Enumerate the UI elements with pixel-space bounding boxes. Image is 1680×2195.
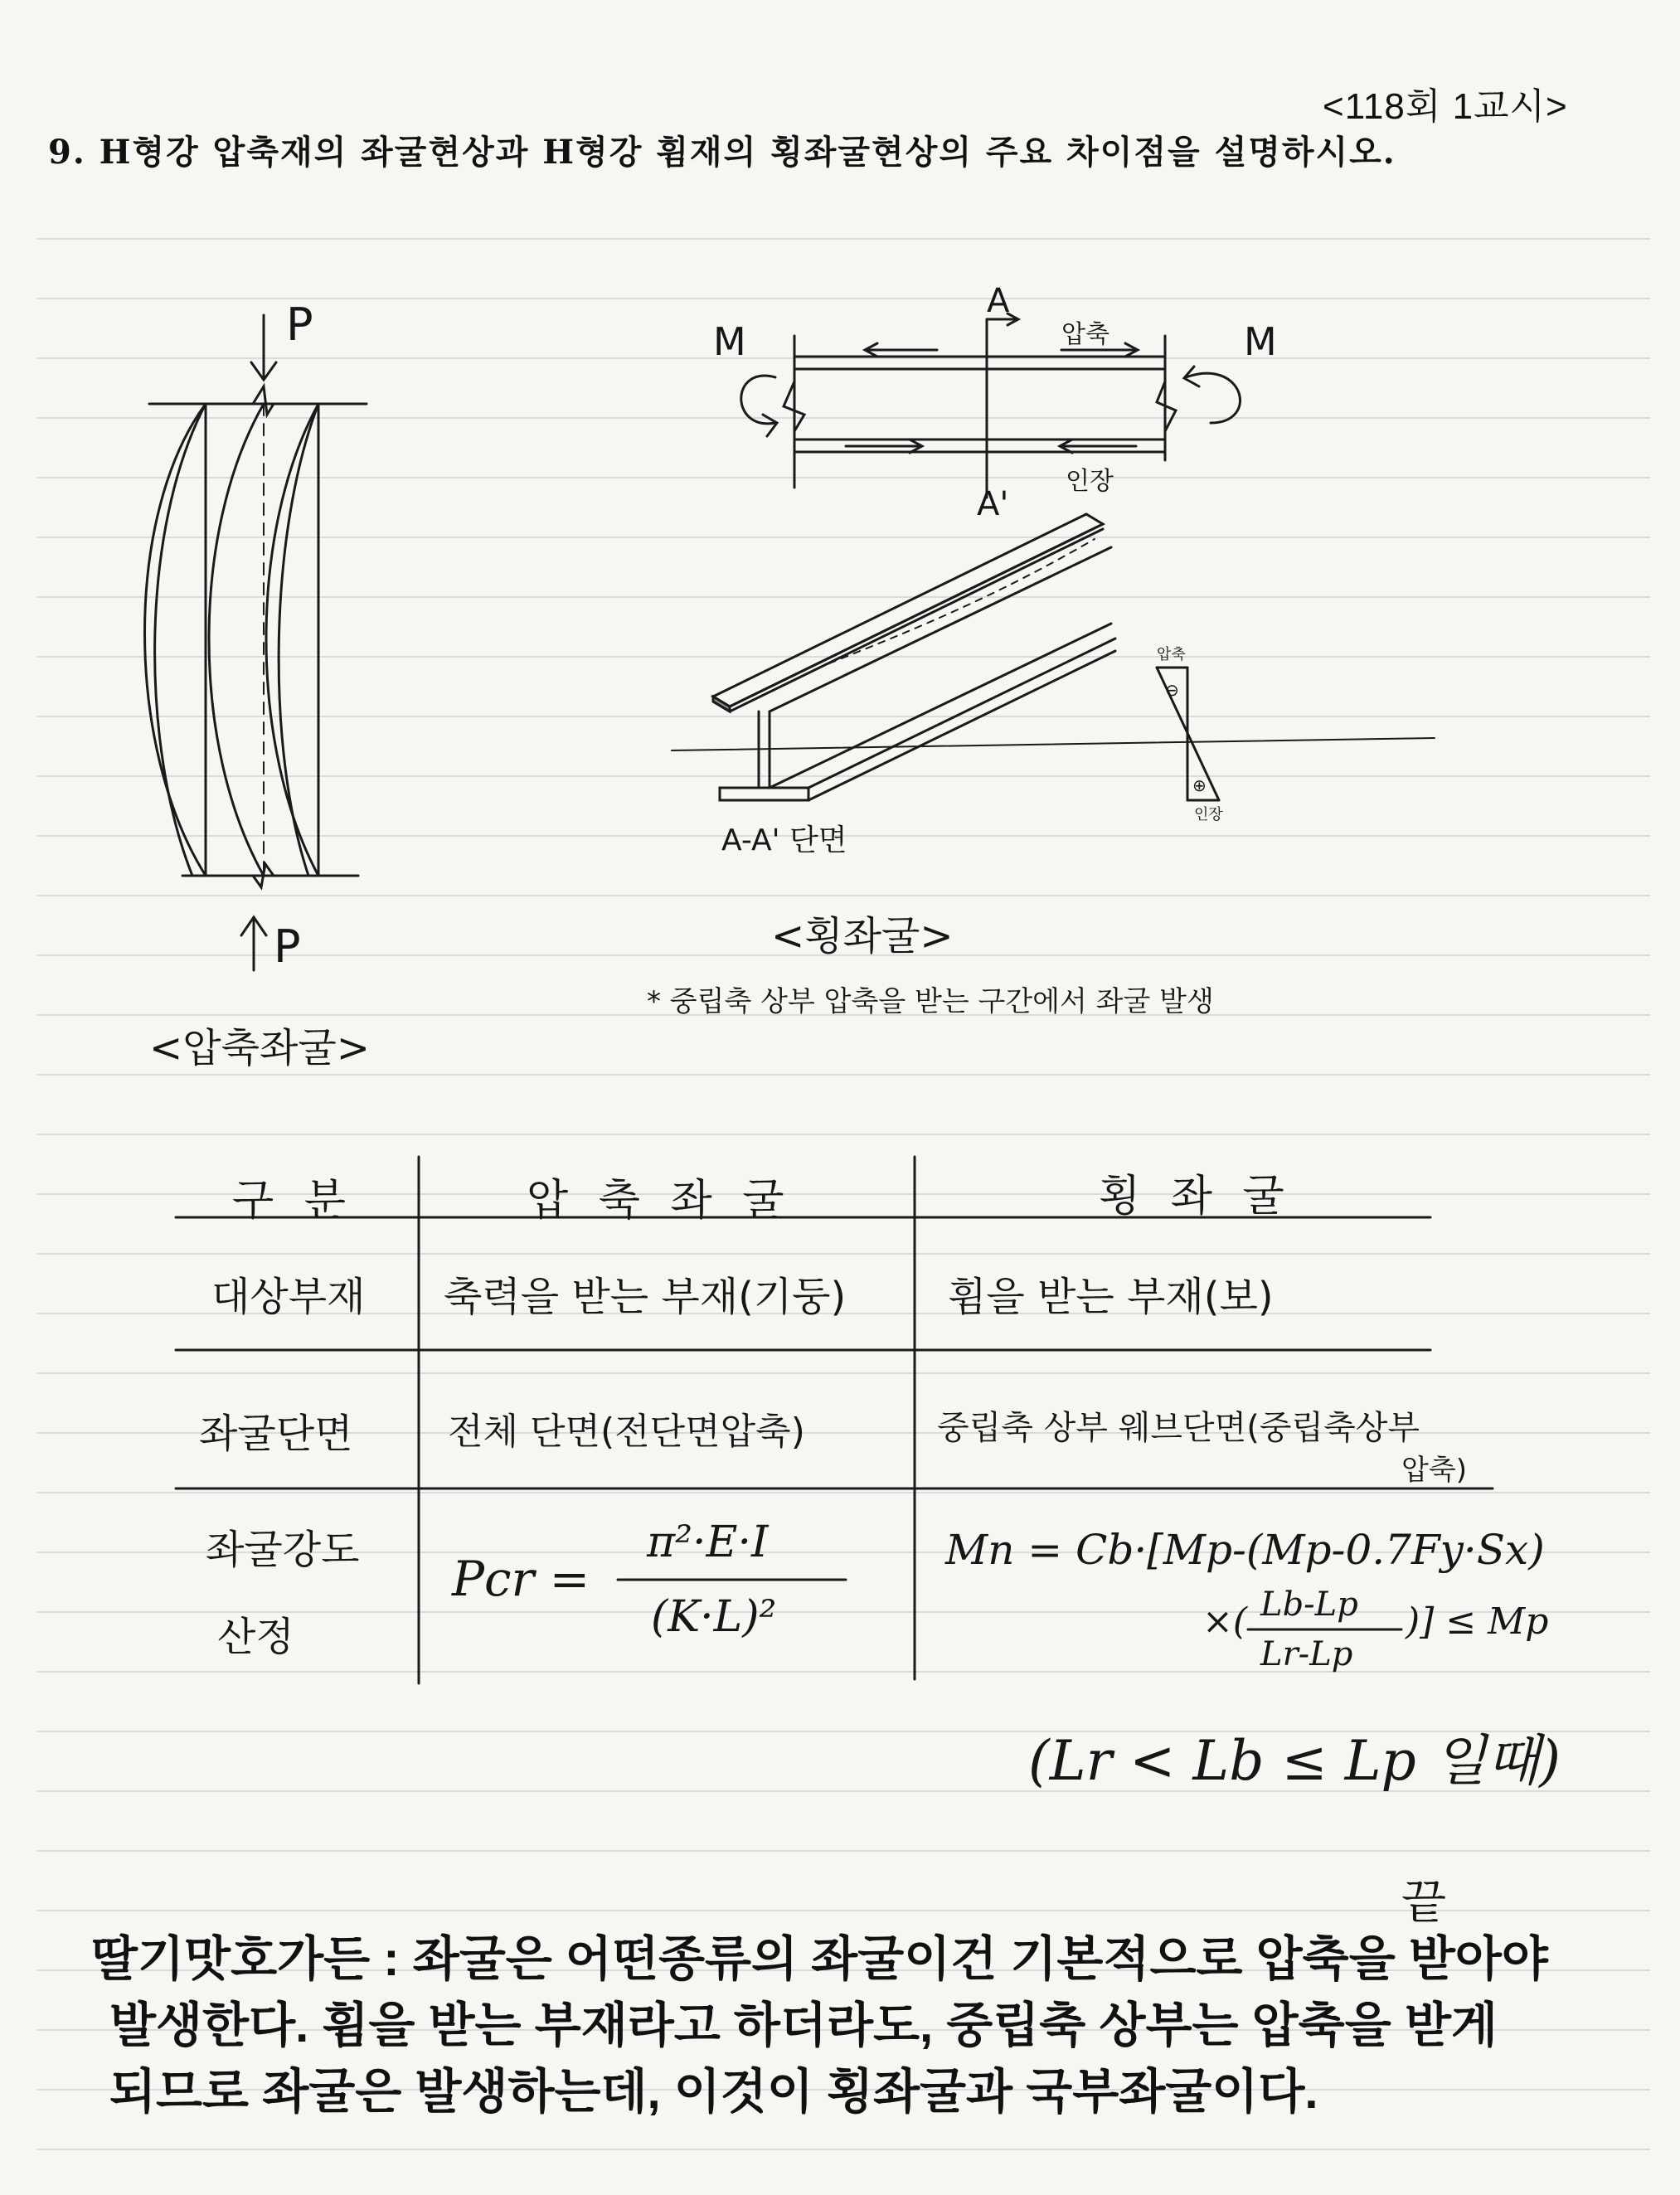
- table-header-lateral-buckling: 횡 좌 굴: [1099, 1172, 1293, 1221]
- end-mark: 끝: [1401, 1876, 1447, 1930]
- moment-label-right: M: [1244, 319, 1277, 364]
- stress-plus-sign: ⊕: [1192, 775, 1207, 795]
- table-header-compression-buckling: 압 축 좌 굴: [527, 1176, 793, 1226]
- row-member-lateral: 휨을 받는 부재(보): [948, 1274, 1274, 1320]
- moment-label-left: M: [713, 319, 746, 364]
- compression-label: 압축: [1061, 320, 1109, 349]
- mn-line1: Mn = Cb·[Mp-(Mp-0.7Fy·Sx): [945, 1526, 1545, 1574]
- beam-caption: <횡좌굴>: [771, 913, 954, 959]
- exam-session-label: <118회 1교시>: [1323, 86, 1568, 127]
- mn-condition: (Lr < Lb ≤ Lp 일때): [1028, 1729, 1561, 1793]
- pcr-denominator: (K·L)²: [651, 1592, 777, 1642]
- mn-frac-num: Lb-Lp: [1260, 1586, 1358, 1624]
- row-label-section: 좌굴단면: [199, 1411, 353, 1457]
- mn-line2-pre: ×(: [1202, 1600, 1248, 1643]
- beam-note: * 중립축 상부 압축을 받는 구간에서 좌굴 발생: [647, 985, 1214, 1018]
- mn-line2-post: )] ≤ Mp: [1406, 1600, 1549, 1643]
- question-text: 9. H형강 압축재의 좌굴현상과 H형강 휨재의 횡좌굴현상의 주요 차이점을 설명하시오.: [48, 133, 1396, 172]
- section-label-bottom: A': [977, 485, 1009, 523]
- row-label-member: 대상부재: [211, 1274, 366, 1320]
- pcr-lhs: Pcr =: [452, 1551, 590, 1607]
- row-label-strength-2: 산정: [217, 1614, 294, 1660]
- load-label-top: P: [286, 299, 313, 351]
- column-caption: <압축좌굴>: [149, 1025, 370, 1071]
- load-label-bottom: P: [274, 920, 301, 973]
- row-label-strength: 좌굴강도: [206, 1527, 360, 1573]
- row-section-lateral: 중립축 상부 웨브단면(중립축상부: [937, 1409, 1420, 1447]
- row-section-compression: 전체 단면(전단면압축): [448, 1411, 805, 1453]
- mn-frac-den: Lr-Lp: [1260, 1635, 1353, 1673]
- section-caption: A-A' 단면: [721, 823, 847, 857]
- row-section-lateral-cont: 압축): [1401, 1454, 1467, 1487]
- pcr-numerator: π²·E·I: [647, 1518, 769, 1567]
- memo-line-1: 딸기맛호가든 : 좌굴은 어떤종류의 좌굴이건 기본적으로 압축을 받아야: [91, 1932, 1548, 1986]
- stress-tension-label: 인장: [1194, 806, 1223, 823]
- tension-label: 인장: [1066, 467, 1114, 496]
- stress-compression-label: 압축: [1157, 646, 1186, 663]
- stress-minus-sign: ⊖: [1165, 680, 1179, 700]
- table-header-category: 구 분: [232, 1176, 354, 1226]
- memo-line-3: 되므로 좌굴은 발생하는데, 이것이 횡좌굴과 국부좌굴이다.: [109, 2065, 1318, 2119]
- memo-line-2: 발생한다. 휨을 받는 부재라고 하더라도, 중립축 상부는 압축을 받게: [109, 1998, 1498, 2052]
- section-label-top: A: [987, 282, 1010, 320]
- row-member-compression: 축력을 받는 부재(기둥): [444, 1274, 847, 1320]
